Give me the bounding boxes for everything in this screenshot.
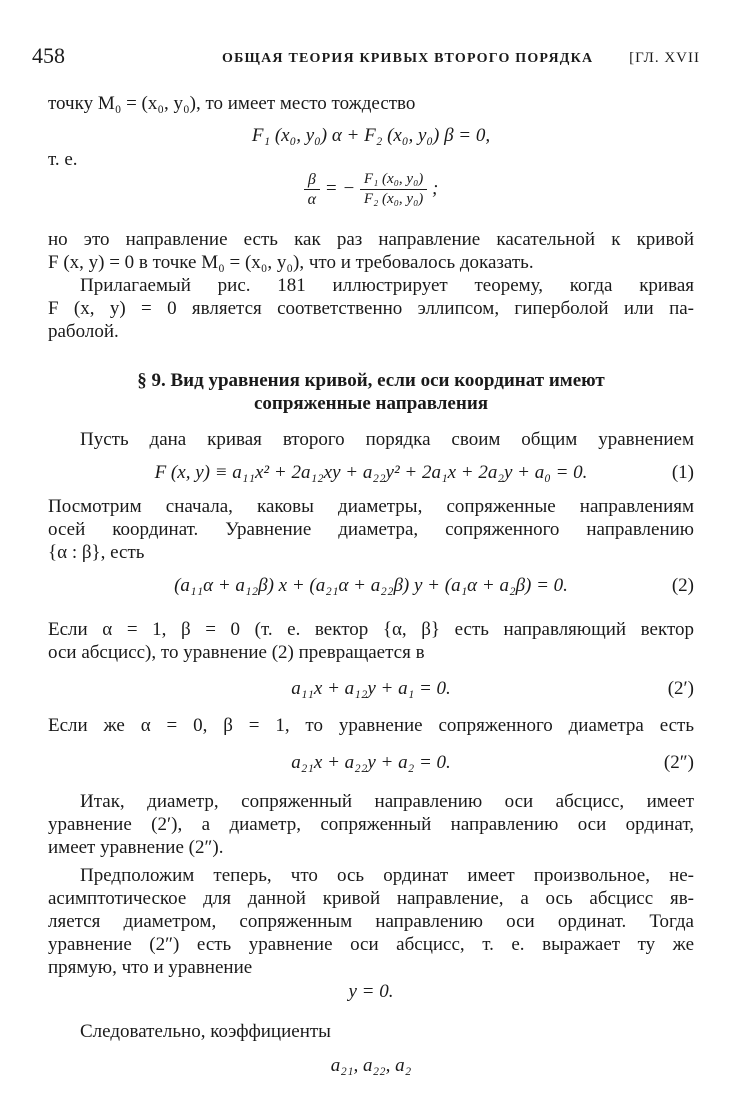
equation-body: y = 0. bbox=[348, 981, 394, 1002]
page-number: 458 bbox=[32, 43, 65, 68]
text-line: F (x, y) = 0 является соответственно эллипсом, гиперболой или па- bbox=[48, 298, 694, 319]
text-line: имеет уравнение (2″). bbox=[48, 837, 224, 858]
text-line: Если же α = 0, β = 1, то уравнение сопряженного диаметра есть bbox=[48, 715, 694, 736]
equation-body: (a₁₁α + a₁₂β) x + (a₂₁α + a₂₂β) y + (a₁α + a₂β) = 0. bbox=[174, 575, 568, 596]
fraction-denominator: F₂ (x₀, y₀) bbox=[363, 191, 424, 207]
equation-2-double-prime bbox=[48, 751, 694, 775]
text-line: раболой. bbox=[48, 321, 119, 342]
text-line: ляется диаметром, сопряженным направлению оси ординат. Тогда bbox=[48, 911, 694, 932]
equation-coefficients bbox=[48, 1054, 694, 1078]
equation-number: (2) bbox=[671, 575, 694, 596]
text-line: Прилагаемый рис. 181 иллюстрирует теорему, когда кривая bbox=[80, 275, 694, 296]
text-line: уравнение (2″) есть уравнение оси абсцисс, т. е. выражает ту же bbox=[48, 934, 694, 955]
equation-identity bbox=[48, 124, 694, 148]
text-line: Пусть дана кривая второго порядка своим общим уравнением bbox=[80, 429, 694, 450]
text-line: прямую, что и уравнение bbox=[48, 957, 253, 978]
text-line: оси абсцисс), то уравнение (2) превращается в bbox=[48, 642, 425, 663]
equation-y-zero bbox=[48, 980, 694, 1004]
text-line: Посмотрим сначала, каковы диаметры, сопряженные направлениям bbox=[48, 496, 694, 517]
text-line: Следовательно, коэффициенты bbox=[80, 1021, 331, 1042]
fraction-rhs bbox=[360, 170, 427, 209]
section-heading: § 9. Вид уравнения кривой, если оси координат имеют bbox=[137, 370, 605, 391]
fraction-end: ; bbox=[432, 177, 439, 199]
text-line: асимптотическое для данной кривой направление, а ось абсцисс яв- bbox=[48, 888, 694, 909]
equation-body: F₁ (x₀, y₀) α + F₂ (x₀, y₀) β = 0, bbox=[251, 125, 491, 146]
text-line: точку M₀ = (x₀, y₀), то имеет место тождество bbox=[48, 93, 416, 114]
fraction-denominator: α bbox=[307, 191, 317, 208]
fraction-numerator: F₁ (x₀, y₀) bbox=[360, 170, 427, 190]
equation-number: (2′) bbox=[667, 678, 694, 699]
text-line: осей координат. Уравнение диаметра, сопряженного направлению bbox=[48, 519, 694, 540]
text-line: F (x, y) = 0 в точке M₀ = (x₀, y₀), что и требовалось доказать. bbox=[48, 252, 534, 273]
text-line: Если α = 1, β = 0 (т. е. вектор {α, β} есть направляющий вектор bbox=[48, 619, 694, 640]
text-line: но это направление есть как раз направление касательной к кривой bbox=[48, 229, 694, 250]
equation-body: a₂₁, a₂₂, a₂ bbox=[330, 1055, 412, 1076]
text-line: т. е. bbox=[48, 149, 78, 170]
equation-body: F (x, y) ≡ a₁₁x² + 2a₁₂xy + a₂₂y² + 2a₁x + 2a₂y + a₀ = 0. bbox=[154, 462, 588, 483]
fraction-equation bbox=[48, 170, 694, 209]
text-line: Итак, диаметр, сопряженный направлению оси абсцисс, имеет bbox=[80, 791, 694, 812]
page-header bbox=[32, 44, 700, 68]
fraction-numerator: β bbox=[304, 170, 320, 190]
equation-2-prime bbox=[48, 677, 694, 701]
fraction-equals: = − bbox=[324, 177, 356, 199]
equation-number: (1) bbox=[671, 462, 694, 483]
equation-2 bbox=[48, 574, 694, 598]
text-line: уравнение (2′), а диаметр, сопряженный направлению оси ординат, bbox=[48, 814, 694, 835]
text-line: {α : β}, есть bbox=[48, 542, 145, 563]
text-line: Предположим теперь, что ось ординат имеет произвольное, не- bbox=[80, 865, 694, 886]
chapter-label: [ГЛ. XVII bbox=[629, 50, 700, 66]
section-heading: сопряженные направления bbox=[253, 393, 489, 414]
equation-1 bbox=[48, 461, 694, 485]
equation-number: (2″) bbox=[663, 752, 694, 773]
fraction-lhs bbox=[304, 170, 320, 209]
equation-body: a₂₁x + a₂₂y + a₂ = 0. bbox=[291, 752, 451, 773]
running-title: ОБЩАЯ ТЕОРИЯ КРИВЫХ ВТОРОГО ПОРЯДКА bbox=[222, 51, 594, 66]
equation-body: a₁₁x + a₁₂y + a₁ = 0. bbox=[291, 678, 451, 699]
